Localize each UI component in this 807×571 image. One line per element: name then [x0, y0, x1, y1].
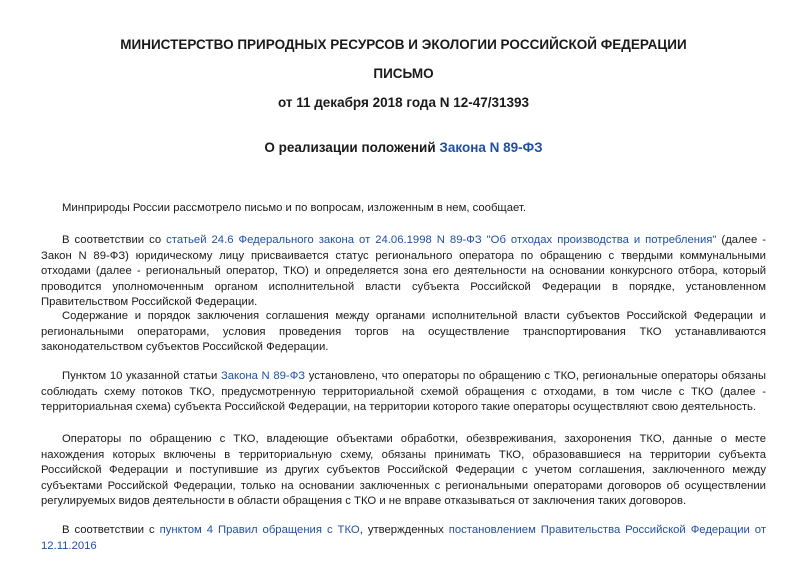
paragraph-5-text: Операторы по обращению с ТКО, владеющие объектами обработки, обезвреживания, захоронения ТКО, данные о месте нахождения которых включены в территориальную схему, обязаны принимать ТКО, образовавшиеся на территории субъекта Российской Федерации и поступившие из других субъектов Российской Федерации с учетом соглашения, заключенного между субъектами Российской Федерации, только на основании заключенных с региональными операторами договоров об осуществлении регулируемых видов деятельности в области обращения с ТКО и не вправе отказываться от заключения таких договоров. — [41, 433, 766, 508]
government-resolution-link[interactable]: постановлением Правительства Российской Федерации от 12.11.2016 — [41, 524, 767, 552]
document-date-number: от 11 декабря 2018 года N 12-47/31393 — [277, 95, 530, 110]
document-subject — [0, 140, 807, 156]
ministry-title: МИНИСТЕРСТВО ПРИРОДНЫХ РЕСУРСОВ И ЭКОЛОГИИ РОССИЙСКОЙ ФЕДЕРАЦИИ — [120, 37, 687, 52]
paragraph-2 — [41, 233, 766, 311]
paragraph-4-text-2: установлено, что операторы по обращению с ТКО, региональные операторы обязаны соблюдать схему потоков ТКО, предусмотренную территориальной схемой обращения с отходами, в том числе с ТКО (далее - территориальная схема) субъекта Российской Федерации, на территории которого такие операторы осуществляют свою деятельность. — [41, 370, 766, 414]
subject-law-link[interactable]: Закона N 89-ФЗ — [439, 140, 543, 155]
law-89-fz-link[interactable]: Закона N 89-ФЗ — [220, 370, 306, 382]
tko-rules-link[interactable]: пунктом 4 Правил обращения с ТКО — [159, 524, 360, 536]
paragraph-5 — [41, 432, 766, 510]
paragraph-1 — [41, 201, 766, 217]
paragraph-2-text-2: (далее - Закон N 89-ФЗ) юридическому лицу присваивается статус регионального оператора по обращению с твердыми коммунальными отходами (далее - региональный оператор, ТКО) и определяется зона его деятельности на основании конкурсного отбора, который проводится уполномоченным органом исполнительной власти субъекта Российской Федерации в порядке, установленном Правительством Российской Федерации. — [41, 234, 766, 309]
paragraph-6 — [41, 523, 766, 554]
article-24-6-link[interactable]: статьей 24.6 Федерального закона от 24.06.1998 N 89-ФЗ "Об отходах производства и потребления" — [166, 234, 717, 246]
document-type: ПИСЬМО — [373, 66, 434, 81]
paragraph-3 — [41, 309, 766, 356]
paragraph-1-text: Минприроды России рассмотрело письмо и по вопросам, изложенным в нем, сообщает. — [62, 202, 526, 214]
paragraph-3-text: Содержание и порядок заключения соглашения между органами исполнительной власти субъектов Российской Федерации и региональными операторами, условия проведения торгов на осуществление транспортирования ТКО устанавливаются законодательством субъектов Российской Федерации. — [41, 310, 766, 354]
subject-prefix: О реализации положений — [264, 140, 440, 155]
paragraph-6-text-2: , утвержденных — [359, 524, 449, 536]
paragraph-6-text-1: В соответствии с — [62, 524, 160, 536]
paragraph-2-text-1: В соответствии со — [62, 234, 167, 246]
paragraph-4 — [41, 369, 766, 416]
paragraph-4-text-1: Пунктом 10 указанной статьи — [62, 370, 221, 382]
